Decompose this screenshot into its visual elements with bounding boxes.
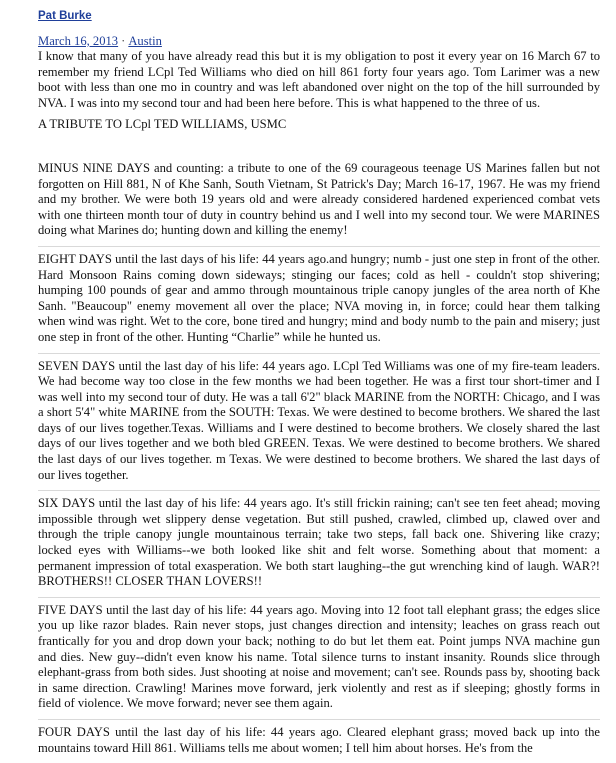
section-five-days: FIVE DAYS until the last day of his life: 44 years ago. Moving into 12 foot tall elephant grass; the edges slice you up like razor blades. Rain never stops, just changes direction and intensity; leaches on grass reach out frantically for you and drop down your back; nothing to do but let them eat. Point jumps NVA machine gun and dies. New guy--didn't even know his name. Total silence turns to instant insanity. Rounds slice through elephant-grass from both sides. Just shooting at noise and movement; can't see. Rounds pass by, shooting back in same direction. Crawling! Marines move forward, jerk violently and rest as if sleeping; ghostly forms in field of violence. We move forward; never see them again. <box>38 602 600 711</box>
meta-separator: · <box>121 34 126 48</box>
divider <box>38 246 600 247</box>
divider <box>38 597 600 598</box>
section-seven-days: SEVEN DAYS until the last day of his life: 44 years ago. LCpl Ted Williams was one of my fire-team leaders. We had become way too close in the few months we had been together. He was a first tour short-timer and I was well into my second tour of duty. He was a tall 6'2" black MARINE from the NORTH: Chicago, and I was a short 5'4" white MARINE from the SOUTH: Texas. We were destined to become brothers. We shared the last days of our lives together.Texas. Williams and I were destined to become brothers. We closely shared the last days of our lives together and we both bled GREEN. Texas. We were destined to become brothers. We shared the last days of our lives together. m Texas. We were destined to become brothers. We shared the last days of our lives together. <box>38 358 600 482</box>
tribute-title: A TRIBUTE TO LCpl TED WILLIAMS, USMC <box>38 117 287 132</box>
location-link[interactable]: Austin <box>128 34 162 48</box>
divider <box>38 353 600 354</box>
section-four-days: FOUR DAYS until the last day of his life: 44 years ago. Cleared elephant grass; moved back up into the mountains toward Hill 861. Williams tells me about women; I tell him about horses. He's from the <box>38 724 600 755</box>
divider <box>38 490 600 491</box>
section-minus-nine-days: MINUS NINE DAYS and counting: a tribute to one of the 69 courageous teenage US Marines fallen but not forgotten on Hill 881, N of Khe Sanh, South Vietnam, St Patrick's Day; March 16-17, 1967. He was my friend and my brother. We were both 19 years old and were already considered hardened experienced combat vets with one thirteen month tour of duty in country behind us and I well into my second tour. We were MARINES doing what Marines do; hunting down and killing the enemy! <box>38 160 600 238</box>
section-eight-days: EIGHT DAYS until the last days of his life: 44 years ago.and hungry; numb - just one step in front of the other. Hard Monsoon Rains coming down sideways; stinging our faces; cold as hell - couldn't stop shivering; humping 100 pounds of gear and ammo through mountainous triple canopy jungles of the area north of Khe Sanh. "Beaucoup" enemy movement all over the place; NVA moving in, in force; could hear them talking when wind was right. Wet to the core, bone tired and hungry; mind and body numb to the pain and misery; just one step in front of the other. Hunting “Charlie” while he hunted us. <box>38 251 600 344</box>
post-meta <box>38 33 598 49</box>
date-link[interactable]: March 16, 2013 <box>38 34 119 48</box>
intro-paragraph: I know that many of you have already read this but it is my obligation to post it every year on 16 March 67 to remember my friend LCpl Ted Williams who died on hill 861 forty four years ago. Tom Larimer was a new boot with less than one mo in country and was left abandoned over night on the top of the hill surrounded by NVA. I was into my second tour and had been here before. This is what happened to the three of us. <box>38 49 600 110</box>
post-body <box>38 49 600 763</box>
author-link[interactable]: Pat Burke <box>38 10 92 22</box>
section-six-days: SIX DAYS until the last day of his life: 44 years ago. It's still frickin raining; can't see ten feet ahead; moving impossible through wet slippery dense vegetation. But still pushed, crawled, climbed up, clawed over and through the triple canopy jungle mountainous terrain; take two steps, fall back one. Shivering like crazy; locked eyes with Williams--we both looked like shit and felt worse. Something about that moment: a permanent impression of total exasperation. We both start laughing--the gut wrenching kind of laugh. WAR?! BROTHERS!! CLOSER THAN LOVERS!! <box>38 496 600 589</box>
divider <box>38 719 600 720</box>
